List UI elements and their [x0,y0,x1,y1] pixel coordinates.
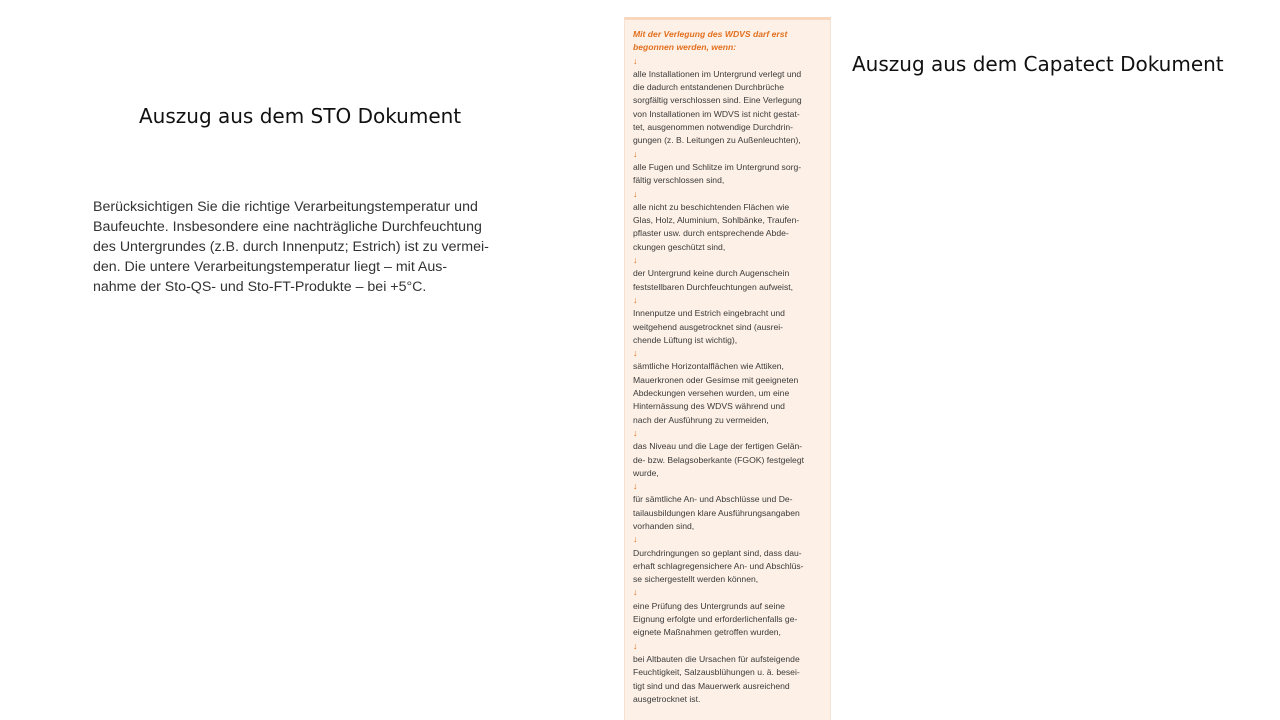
capatect-condition-line: von Installationen im WDVS ist nicht gestat- [633,108,800,119]
capatect-condition-item [633,360,830,426]
capatect-condition-line: feststellbaren Durchfeuchtungen aufweist, [633,281,794,292]
capatect-condition-line: eignete Maßnahmen getroffen wurden, [633,627,781,638]
capatect-condition-line: für sämtliche An- und Abschlüsse und De- [633,494,793,505]
arrow-down-icon: ↓ [633,188,638,199]
capatect-condition-line: der Untergrund keine durch Augenschein [633,268,790,279]
capatect-condition-line: Durchdringungen so geplant sind, dass dau- [633,547,802,558]
sto-text-line: des Untergrundes (z.B. durch Innenputz; Estrich) ist zu vermei- [93,239,489,255]
arrow-down-icon: ↓ [633,294,638,305]
capatect-condition-line: eine Prüfung des Untergrunds auf seine [633,600,785,611]
capatect-condition-line: vorhanden sind, [633,520,695,531]
capatect-condition-item [633,547,830,587]
capatect-condition-line: ckungen geschützt sind, [633,241,726,252]
arrow-down-icon: ↓ [633,427,638,438]
capatect-condition-line: das Niveau und die Lage der fertigen Gelän- [633,441,803,452]
capatect-condition-line: Feuchtigkeit, Salzausblühungen u. ä. besei- [633,667,800,678]
arrow-down-icon: ↓ [633,148,638,159]
capatect-heading-line: Mit der Verlegung des WDVS darf erst [633,29,788,39]
capatect-condition-line: ausgetrocknet ist. [633,693,701,704]
capatect-condition-line: sorgfältig verschlossen sind. Eine Verlegung [633,95,802,106]
arrow-down-icon: ↓ [633,587,638,598]
capatect-condition-item [633,161,830,188]
capatect-condition-line: tailausbildungen klare Ausführungsangaben [633,507,800,518]
capatect-condition-line: Innenputze und Estrich eingebracht und [633,308,785,319]
capatect-condition-line: de- bzw. Belagsoberkante (FGOK) festgelegt [633,454,805,465]
capatect-condition-line: Hinternässung des WDVS während und [633,401,785,412]
capatect-condition-line: alle Installationen im Untergrund verlegt und [633,68,802,79]
capatect-heading-line: begonnen werden, wenn: [633,42,737,53]
capatect-condition-item [633,68,830,148]
sto-text-line: Berücksichtigen Sie die richtige Verarbeitungstemperatur und [93,199,478,215]
capatect-condition-line: fältig verschlossen sind, [633,175,725,186]
capatect-condition-line: Eignung erfolgte und erforderlichenfalls ge- [633,614,798,625]
capatect-condition-item [633,267,830,294]
sto-excerpt-text [93,197,503,297]
capatect-condition-line: sämtliche Horizontalflächen wie Attiken, [633,361,784,372]
capatect-condition-line: die dadurch entstandenen Durchbrüche [633,82,784,93]
capatect-condition-line: se sichergestellt werden können, [633,574,759,585]
capatect-excerpt-title: Auszug aus dem Capatect Dokument [852,52,1224,76]
capatect-condition-item [633,440,830,480]
arrow-down-icon: ↓ [633,55,638,66]
capatect-condition-line: alle nicht zu beschichtenden Flächen wie [633,201,790,212]
capatect-condition-line: Mauerkronen oder Gesimse mit geeigneten [633,374,799,385]
arrow-down-icon: ↓ [633,534,638,545]
capatect-condition-item [633,307,830,347]
capatect-condition-line: pflaster usw. durch entsprechende Abde- [633,228,789,239]
capatect-condition-line: bei Altbauten die Ursachen für aufsteigende [633,653,800,664]
sto-text-line: den. Die untere Verarbeitungstemperatur liegt – mit Aus- [93,259,448,275]
capatect-condition-line: gungen (z. B. Leitungen zu Außenleuchten), [633,135,801,146]
capatect-condition-line: chende Lüftung ist wichtig), [633,334,738,345]
arrow-down-icon: ↓ [633,348,638,359]
capatect-condition-line: erhaft schlagregensichere An- und Abschlüs- [633,560,804,571]
capatect-condition-line: tet, ausgenommen notwendige Durchdrin- [633,122,794,133]
capatect-condition-item [633,201,830,254]
arrow-down-icon: ↓ [633,640,638,651]
sto-excerpt-title: Auszug aus dem STO Dokument [139,104,462,128]
capatect-condition-line: tigt sind und das Mauerwerk ausreichend [633,680,790,691]
capatect-heading [633,28,830,55]
capatect-excerpt-image [624,17,831,720]
capatect-condition-item [633,493,830,533]
capatect-condition-item [633,653,830,706]
capatect-condition-line: Glas, Holz, Aluminium, Sohlbänke, Traufen- [633,215,800,226]
arrow-down-icon: ↓ [633,481,638,492]
capatect-condition-item [633,600,830,640]
capatect-condition-line: alle Fugen und Schlitze im Untergrund sorg- [633,161,802,172]
capatect-condition-line: Abdeckungen versehen wurden, um eine [633,388,790,399]
capatect-condition-line: weitgehend ausgetrocknet sind (ausrei- [633,321,784,332]
sto-text-line: nahme der Sto-QS- und Sto-FT-Produkte – bei +5°C. [93,279,427,295]
capatect-condition-list [633,55,830,707]
capatect-condition-line: nach der Ausführung zu vermeiden, [633,414,769,425]
arrow-down-icon: ↓ [633,255,638,266]
sto-text-line: Baufeuchte. Insbesondere eine nachträgliche Durchfeuchtung [93,219,482,235]
capatect-condition-line: wurde, [633,467,659,478]
